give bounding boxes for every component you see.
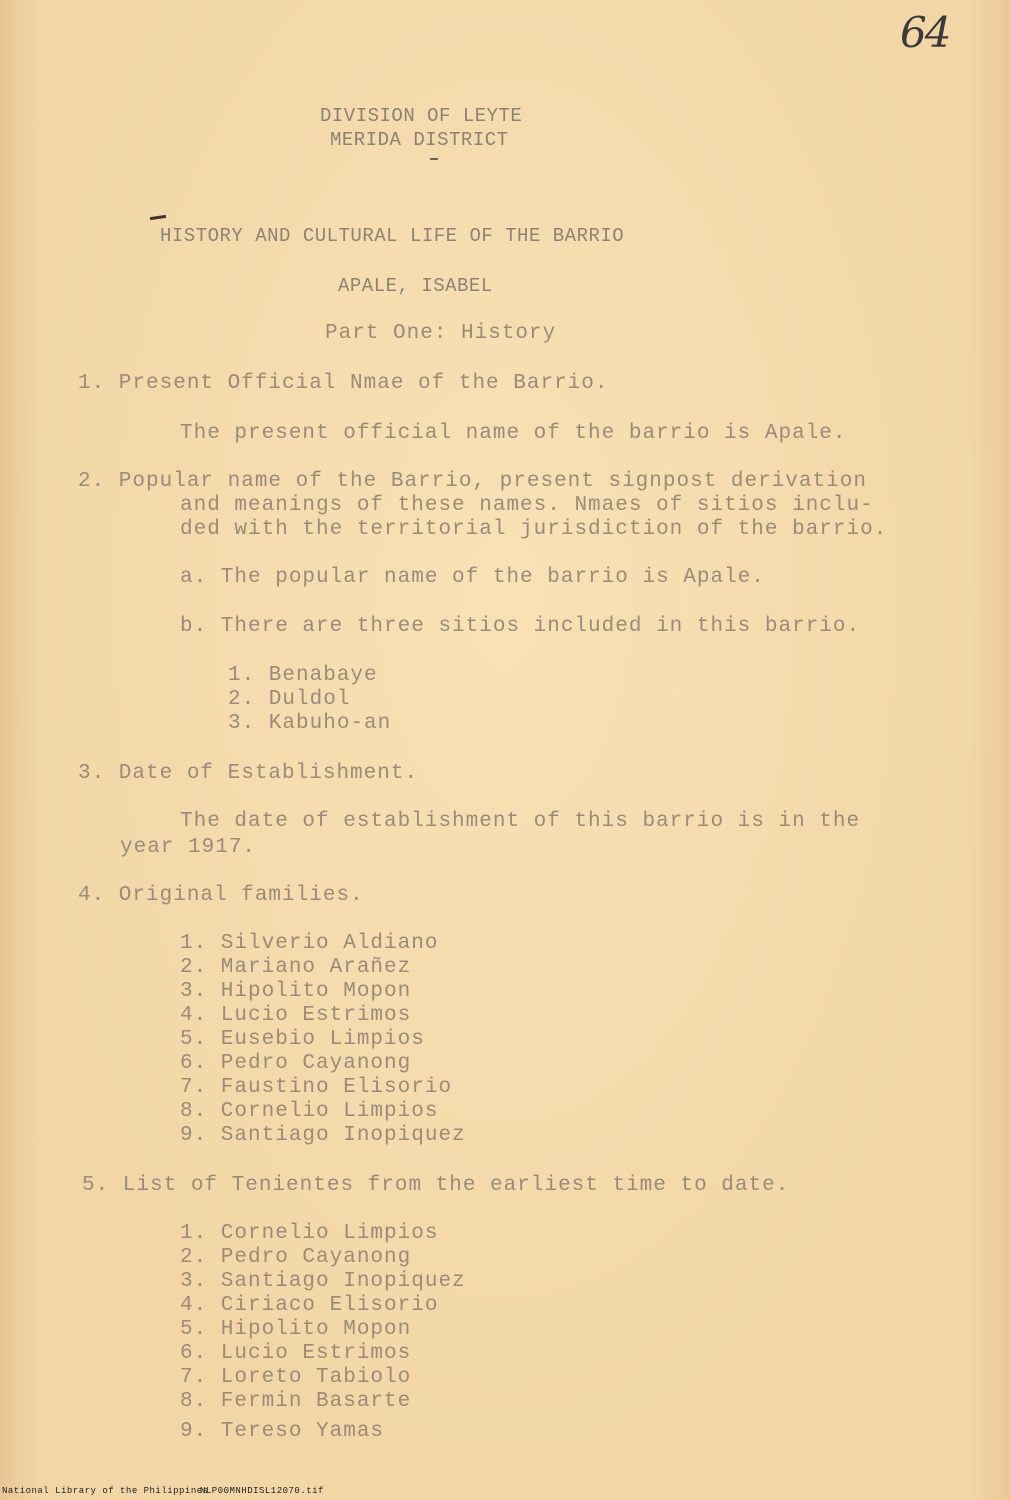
- family-item: 8. Cornelio Limpios: [180, 1100, 439, 1123]
- section-1-heading: 1. Present Official Nmae of the Barrio.: [78, 372, 609, 395]
- section-2b: b. There are three sitios included in this barrio.: [180, 615, 861, 638]
- heading-divider: [430, 158, 438, 160]
- section-3-body: The date of establishment of this barrio is in the: [180, 810, 861, 833]
- family-item: 7. Faustino Elisorio: [180, 1076, 453, 1099]
- section-2-heading: 2. Popular name of the Barrio, present signpost derivation: [78, 470, 867, 493]
- division-heading: DIVISION OF LEYTE: [320, 105, 523, 127]
- scan-filename: NLP00MNHDISL12070.tif: [200, 1486, 324, 1496]
- teniente-item: 9. Tereso Yamas: [180, 1420, 385, 1443]
- teniente-item: 3. Santiago Inopiquez: [180, 1270, 466, 1293]
- barrio-title: APALE, ISABEL: [338, 275, 493, 297]
- teniente-item: 2. Pedro Cayanong: [180, 1246, 412, 1269]
- family-item: 5. Eusebio Limpios: [180, 1028, 425, 1051]
- family-item: 1. Silverio Aldiano: [180, 932, 439, 955]
- section-1-body: The present official name of the barrio is Apale.: [180, 422, 847, 445]
- teniente-item: 6. Lucio Estrimos: [180, 1342, 412, 1365]
- section-2-heading: ded with the territorial jurisdiction of the barrio.: [180, 518, 888, 541]
- handwritten-page-number: 64: [900, 8, 950, 57]
- pen-mark: [150, 215, 166, 220]
- family-item: 2. Mariano Arañez: [180, 956, 412, 979]
- teniente-item: 1. Cornelio Limpios: [180, 1222, 439, 1245]
- section-5-heading: 5. List of Tenientes from the earliest time to date.: [82, 1174, 790, 1197]
- document-title: HISTORY AND CULTURAL LIFE OF THE BARRIO: [160, 225, 625, 247]
- section-3-body: year 1917.: [120, 836, 257, 859]
- section-2-heading: and meanings of these names. Nmaes of sitios inclu-: [180, 494, 874, 517]
- family-item: 4. Lucio Estrimos: [180, 1004, 412, 1027]
- sitio-item: 2. Duldol: [228, 688, 351, 711]
- district-heading: MERIDA DISTRICT: [330, 129, 509, 151]
- scan-footer: [0, 1484, 1010, 1498]
- section-2a: a. The popular name of the barrio is Apale.: [180, 566, 765, 589]
- library-credit: National Library of the Philippines: [2, 1486, 209, 1496]
- part-title: Part One: History: [325, 322, 557, 345]
- teniente-item: 7. Loreto Tabiolo: [180, 1366, 412, 1389]
- family-item: 9. Santiago Inopiquez: [180, 1124, 466, 1147]
- section-3-heading: 3. Date of Establishment.: [78, 762, 419, 785]
- section-4-heading: 4. Original families.: [78, 884, 364, 907]
- sitio-item: 1. Benabaye: [228, 664, 378, 687]
- family-item: 3. Hipolito Mopon: [180, 980, 412, 1003]
- teniente-item: 5. Hipolito Mopon: [180, 1318, 412, 1341]
- family-item: 6. Pedro Cayanong: [180, 1052, 412, 1075]
- teniente-item: 4. Ciriaco Elisorio: [180, 1294, 439, 1317]
- teniente-item: 8. Fermin Basarte: [180, 1390, 412, 1413]
- sitio-item: 3. Kabuho-an: [228, 712, 392, 735]
